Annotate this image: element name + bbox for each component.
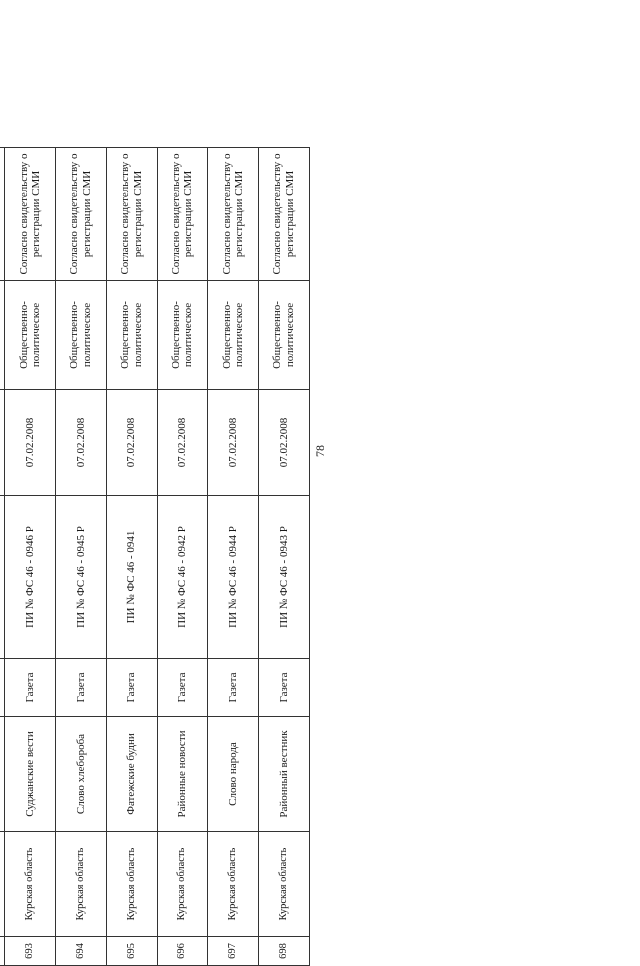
registration-date-cell: 07.02.2008: [259, 390, 310, 496]
media-type-cell: Газета: [106, 659, 157, 717]
registration-number-cell: ПИ № ФС 46 - 0944 Р: [208, 496, 259, 659]
registry-table: [0, 147, 310, 966]
basis-cell: Согласно свидетельству о регистрации СМИ: [208, 148, 259, 281]
registry-table-rotated: [0, 148, 310, 966]
media-type-cell: Газета: [259, 659, 310, 717]
topic-cell: Общественно-политическое: [259, 281, 310, 390]
media-type-cell: Газета: [208, 659, 259, 717]
topic-cell: Общественно-политическое: [208, 281, 259, 390]
registration-date-cell: 07.02.2008: [56, 390, 107, 496]
table-row: [106, 148, 157, 966]
publication-title-cell: Слово хлебороба: [56, 717, 107, 832]
row-number: 698: [259, 937, 310, 966]
publication-title-cell: Районные новости: [157, 717, 208, 832]
publication-title-cell: Фатежские будни: [106, 717, 157, 832]
region-cell: Курская область: [157, 832, 208, 937]
registration-date-cell: 07.02.2008: [157, 390, 208, 496]
registration-number-cell: ПИ № ФС 46 - 0941: [106, 496, 157, 659]
media-type-cell: Газета: [5, 659, 56, 717]
row-number: 697: [208, 937, 259, 966]
table-row: [208, 148, 259, 966]
basis-cell: Согласно свидетельству о регистрации СМИ: [106, 148, 157, 281]
registration-date-cell: 07.02.2008: [106, 390, 157, 496]
basis-cell: Согласно свидетельству о регистрации СМИ: [157, 148, 208, 281]
table-row: [5, 148, 56, 966]
row-number: 694: [56, 937, 107, 966]
publication-title-cell: Районный вестник: [259, 717, 310, 832]
region-cell: Курская область: [208, 832, 259, 937]
table-row: [56, 148, 107, 966]
table-row: [157, 148, 208, 966]
registration-date-cell: 07.02.2008: [5, 390, 56, 496]
region-cell: Курская область: [5, 832, 56, 937]
registration-date-cell: 07.02.2008: [208, 390, 259, 496]
basis-cell: Согласно свидетельству о регистрации СМИ: [56, 148, 107, 281]
topic-cell: Общественно-политическое: [56, 281, 107, 390]
topic-cell: Общественно-политическое: [106, 281, 157, 390]
media-type-cell: Газета: [157, 659, 208, 717]
region-cell: Курская область: [56, 832, 107, 937]
basis-cell: Согласно свидетельству о регистрации СМИ: [259, 148, 310, 281]
region-cell: Курская область: [259, 832, 310, 937]
media-type-cell: Газета: [56, 659, 107, 717]
topic-cell: Общественно-политическое: [5, 281, 56, 390]
row-number: 693: [5, 937, 56, 966]
publication-title-cell: Суджанские вести: [5, 717, 56, 832]
page-number: 78: [313, 445, 327, 457]
registration-number-cell: ПИ № ФС 46 - 0946 Р: [5, 496, 56, 659]
publication-title-cell: Слово народа: [208, 717, 259, 832]
registration-number-cell: ПИ № ФС 46 - 0943 Р: [259, 496, 310, 659]
basis-cell: Согласно свидетельству о регистрации СМИ: [5, 148, 56, 281]
table-row: [259, 148, 310, 966]
topic-cell: Общественно-политическое: [157, 281, 208, 390]
registration-number-cell: ПИ № ФС 46 - 0942 Р: [157, 496, 208, 659]
table-body: [0, 148, 310, 966]
region-cell: Курская область: [106, 832, 157, 937]
registration-number-cell: ПИ № ФС 46 - 0945 Р: [56, 496, 107, 659]
row-number: 695: [106, 937, 157, 966]
row-number: 696: [157, 937, 208, 966]
